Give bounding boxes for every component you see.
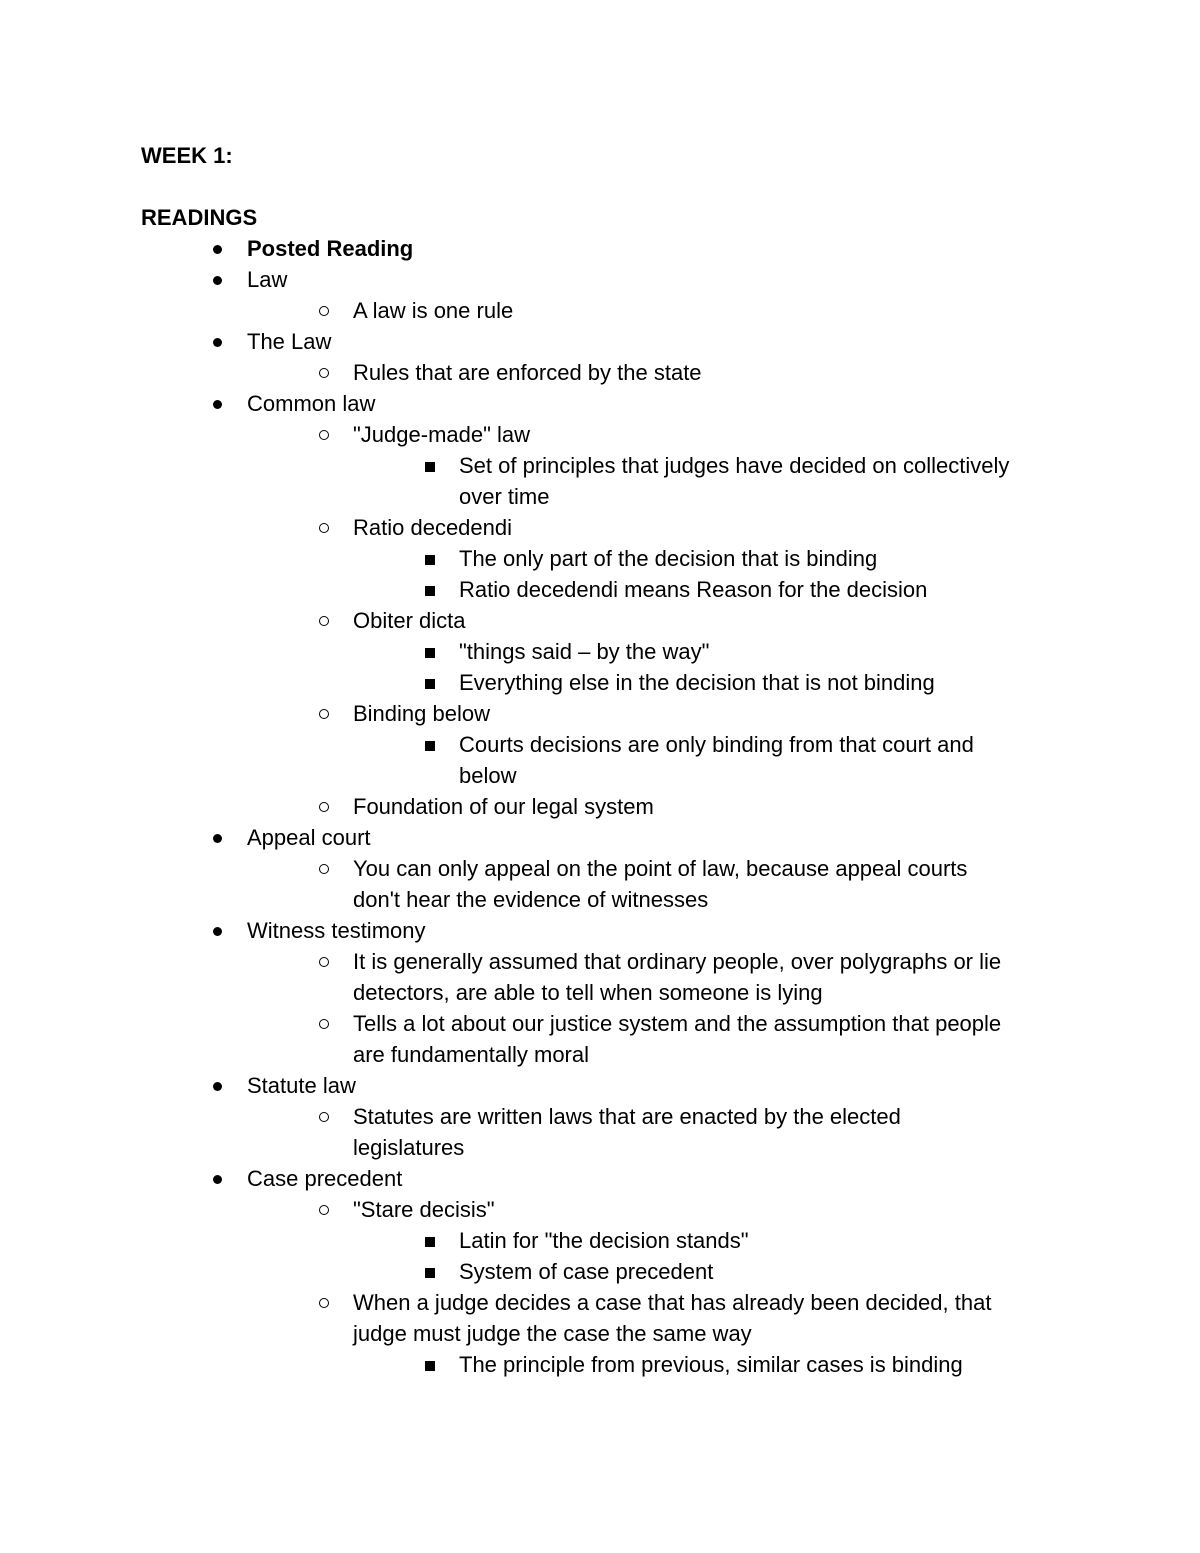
list-item-text: Everything else in the decision that is not binding bbox=[459, 670, 935, 695]
list-item-text: Ratio decedendi means Reason for the decision bbox=[459, 577, 928, 602]
list-item-level-2 bbox=[0, 1287, 1200, 1318]
list-item-text: legislatures bbox=[353, 1135, 465, 1160]
list-item-text: Binding below bbox=[353, 701, 490, 726]
list-item-level-2 bbox=[0, 977, 1200, 1008]
hollow-circle-bullet-icon bbox=[319, 306, 329, 316]
list-item-level-3 bbox=[0, 450, 1200, 481]
list-item-level-2 bbox=[0, 419, 1200, 450]
list-item-level-3 bbox=[0, 1225, 1200, 1256]
hollow-circle-bullet-icon bbox=[319, 1019, 329, 1029]
filled-circle-bullet-icon bbox=[213, 834, 222, 843]
list-item-text: Law bbox=[247, 267, 288, 292]
list-item-text: over time bbox=[459, 484, 550, 509]
list-item-level-2 bbox=[0, 1318, 1200, 1349]
list-item-text: A law is one rule bbox=[353, 298, 514, 323]
list-item-level-1 bbox=[0, 915, 1200, 946]
list-item-level-1 bbox=[0, 822, 1200, 853]
list-item-text: Ratio decedendi bbox=[353, 515, 513, 540]
square-bullet-icon bbox=[425, 586, 435, 596]
list-item-level-2 bbox=[0, 884, 1200, 915]
hollow-circle-bullet-icon bbox=[319, 1298, 329, 1308]
square-bullet-icon bbox=[425, 462, 435, 472]
list-item-text: Tells a lot about our justice system and the assumption that people bbox=[353, 1011, 1002, 1036]
notes-outline bbox=[0, 233, 1200, 1380]
square-bullet-icon bbox=[425, 741, 435, 751]
list-item-level-2 bbox=[0, 1101, 1200, 1132]
list-item-text: System of case precedent bbox=[459, 1259, 714, 1284]
list-item-text: Case precedent bbox=[247, 1166, 403, 1191]
list-item-level-1 bbox=[0, 233, 1200, 264]
list-item-text: Statute law bbox=[247, 1073, 356, 1098]
list-item-text: Foundation of our legal system bbox=[353, 794, 654, 819]
list-item-level-2 bbox=[0, 698, 1200, 729]
square-bullet-icon bbox=[425, 1268, 435, 1278]
list-item-text: Latin for "the decision stands" bbox=[459, 1228, 749, 1253]
hollow-circle-bullet-icon bbox=[319, 709, 329, 719]
list-item-text: It is generally assumed that ordinary people, over polygraphs or lie bbox=[353, 949, 1002, 974]
list-item-level-1 bbox=[0, 264, 1200, 295]
list-item-level-3 bbox=[0, 636, 1200, 667]
hollow-circle-bullet-icon bbox=[319, 523, 329, 533]
square-bullet-icon bbox=[425, 1237, 435, 1247]
list-item-text: detectors, are able to tell when someone is lying bbox=[353, 980, 823, 1005]
hollow-circle-bullet-icon bbox=[319, 616, 329, 626]
list-item-text: Courts decisions are only binding from that court and bbox=[459, 732, 974, 757]
list-item-level-3 bbox=[0, 729, 1200, 760]
filled-circle-bullet-icon bbox=[213, 400, 222, 409]
list-item-level-1 bbox=[0, 326, 1200, 357]
list-item-level-3 bbox=[0, 543, 1200, 574]
list-item-level-3 bbox=[0, 667, 1200, 698]
filled-circle-bullet-icon bbox=[213, 1082, 222, 1091]
list-item-text: Posted Reading bbox=[247, 236, 414, 261]
filled-circle-bullet-icon bbox=[213, 245, 222, 254]
hollow-circle-bullet-icon bbox=[319, 864, 329, 874]
list-item-level-2 bbox=[0, 1008, 1200, 1039]
list-item-text: are fundamentally moral bbox=[353, 1042, 590, 1067]
list-item-level-2 bbox=[0, 946, 1200, 977]
list-item-level-2 bbox=[0, 1132, 1200, 1163]
list-item-text: Common law bbox=[247, 391, 376, 416]
filled-circle-bullet-icon bbox=[213, 338, 222, 347]
list-item-level-1 bbox=[0, 1163, 1200, 1194]
list-item-text: Witness testimony bbox=[247, 918, 426, 943]
hollow-circle-bullet-icon bbox=[319, 1112, 329, 1122]
square-bullet-icon bbox=[425, 1361, 435, 1371]
hollow-circle-bullet-icon bbox=[319, 430, 329, 440]
list-item-level-2 bbox=[0, 357, 1200, 388]
list-item-level-3 bbox=[0, 574, 1200, 605]
readings-heading: READINGS bbox=[141, 205, 258, 230]
list-item-text: don't hear the evidence of witnesses bbox=[353, 887, 709, 912]
list-item-level-2 bbox=[0, 853, 1200, 884]
list-item-level-2 bbox=[0, 605, 1200, 636]
week-heading: WEEK 1: bbox=[141, 143, 233, 168]
hollow-circle-bullet-icon bbox=[319, 957, 329, 967]
list-item-text: The Law bbox=[247, 329, 332, 354]
filled-circle-bullet-icon bbox=[213, 1175, 222, 1184]
list-item-text: "Stare decisis" bbox=[353, 1197, 495, 1222]
list-item-text: Rules that are enforced by the state bbox=[353, 360, 702, 385]
list-item-text: "Judge-made" law bbox=[353, 422, 531, 447]
list-item-text: Statutes are written laws that are enacted by the elected bbox=[353, 1104, 901, 1129]
list-item-text: Set of principles that judges have decided on collectively bbox=[459, 453, 1010, 478]
list-item-text: The only part of the decision that is binding bbox=[459, 546, 878, 571]
list-item-text: below bbox=[459, 763, 517, 788]
list-item-level-2 bbox=[0, 295, 1200, 326]
list-item-level-2 bbox=[0, 1194, 1200, 1225]
square-bullet-icon bbox=[425, 679, 435, 689]
list-item-text: When a judge decides a case that has already been decided, that bbox=[353, 1290, 992, 1315]
hollow-circle-bullet-icon bbox=[319, 802, 329, 812]
list-item-level-2 bbox=[0, 791, 1200, 822]
list-item-text: Obiter dicta bbox=[353, 608, 466, 633]
square-bullet-icon bbox=[425, 555, 435, 565]
filled-circle-bullet-icon bbox=[213, 927, 222, 936]
hollow-circle-bullet-icon bbox=[319, 368, 329, 378]
filled-circle-bullet-icon bbox=[213, 276, 222, 285]
square-bullet-icon bbox=[425, 648, 435, 658]
list-item-level-1 bbox=[0, 388, 1200, 419]
list-item-level-2 bbox=[0, 512, 1200, 543]
list-item-text: judge must judge the case the same way bbox=[353, 1321, 752, 1346]
list-item-text: You can only appeal on the point of law, because appeal courts bbox=[353, 856, 968, 881]
list-item-level-3 bbox=[0, 1349, 1200, 1380]
hollow-circle-bullet-icon bbox=[319, 1205, 329, 1215]
list-item-level-1 bbox=[0, 1070, 1200, 1101]
list-item-text: The principle from previous, similar cases is binding bbox=[459, 1352, 963, 1377]
list-item-level-3 bbox=[0, 481, 1200, 512]
list-item-text: Appeal court bbox=[247, 825, 371, 850]
list-item-text: "things said – by the way" bbox=[459, 639, 710, 664]
list-item-level-3 bbox=[0, 1256, 1200, 1287]
list-item-level-3 bbox=[0, 760, 1200, 791]
list-item-level-2 bbox=[0, 1039, 1200, 1070]
